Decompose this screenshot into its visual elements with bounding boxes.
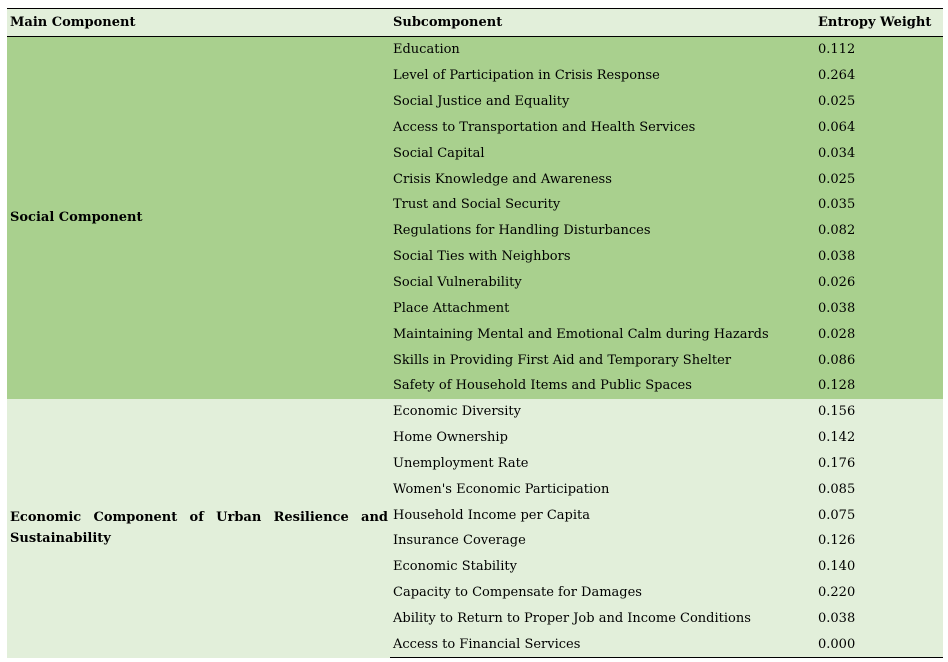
entropy-weight-cell: 0.038: [815, 244, 943, 270]
subcomponent-cell: Access to Financial Services: [390, 631, 815, 657]
entropy-weight-cell: 0.025: [815, 89, 943, 115]
subcomponent-cell: Capacity to Compensate for Damages: [390, 580, 815, 606]
entropy-weight-cell: 0.176: [815, 451, 943, 477]
entropy-weight-cell: 0.035: [815, 192, 943, 218]
subcomponent-cell: Crisis Knowledge and Awareness: [390, 166, 815, 192]
header-subcomponent: Subcomponent: [390, 9, 815, 37]
subcomponent-cell: Level of Participation in Crisis Response: [390, 63, 815, 89]
entropy-weight-table: [7, 8, 943, 658]
subcomponent-cell: Maintaining Mental and Emotional Calm during Hazards: [390, 321, 815, 347]
entropy-weight-cell: 0.064: [815, 115, 943, 141]
header-row: [7, 9, 943, 37]
subcomponent-cell: Women's Economic Participation: [390, 476, 815, 502]
entropy-weight-cell: 0.128: [815, 373, 943, 399]
entropy-weight-cell: 0.025: [815, 166, 943, 192]
subcomponent-cell: Household Income per Capita: [390, 502, 815, 528]
header-main-component: Main Component: [7, 9, 390, 37]
entropy-weight-cell: 0.028: [815, 321, 943, 347]
subcomponent-cell: Social Ties with Neighbors: [390, 244, 815, 270]
entropy-weight-cell: 0.082: [815, 218, 943, 244]
main-component-cell: Social Component: [7, 37, 390, 399]
entropy-weight-cell: 0.264: [815, 63, 943, 89]
table-body: [7, 37, 943, 658]
entropy-weight-cell: 0.026: [815, 270, 943, 296]
entropy-weight-cell: 0.156: [815, 399, 943, 425]
entropy-weight-cell: 0.142: [815, 425, 943, 451]
entropy-weight-cell: 0.085: [815, 476, 943, 502]
subcomponent-cell: Economic Diversity: [390, 399, 815, 425]
entropy-weight-cell: 0.038: [815, 295, 943, 321]
subcomponent-cell: Ability to Return to Proper Job and Income Conditions: [390, 606, 815, 632]
subcomponent-cell: Skills in Providing First Aid and Temporary Shelter: [390, 347, 815, 373]
entropy-weight-cell: 0.034: [815, 140, 943, 166]
entropy-weight-cell: 0.112: [815, 37, 943, 63]
entropy-weight-cell: 0.038: [815, 606, 943, 632]
subcomponent-cell: Unemployment Rate: [390, 451, 815, 477]
subcomponent-cell: Safety of Household Items and Public Spaces: [390, 373, 815, 399]
subcomponent-cell: Access to Transportation and Health Services: [390, 115, 815, 141]
entropy-weight-cell: 0.000: [815, 631, 943, 657]
subcomponent-cell: Place Attachment: [390, 295, 815, 321]
subcomponent-cell: Trust and Social Security: [390, 192, 815, 218]
subcomponent-cell: Regulations for Handling Disturbances: [390, 218, 815, 244]
entropy-weight-cell: 0.220: [815, 580, 943, 606]
subcomponent-cell: Social Justice and Equality: [390, 89, 815, 115]
entropy-weight-cell: 0.140: [815, 554, 943, 580]
main-component-cell: Economic Component of Urban Resilience and Sustainability: [7, 399, 390, 658]
subcomponent-cell: Insurance Coverage: [390, 528, 815, 554]
entropy-weight-cell: 0.126: [815, 528, 943, 554]
table-row: [7, 399, 943, 425]
subcomponent-cell: Social Capital: [390, 140, 815, 166]
header-entropy-weight: Entropy Weight: [815, 9, 943, 37]
entropy-weight-cell: 0.075: [815, 502, 943, 528]
subcomponent-cell: Home Ownership: [390, 425, 815, 451]
subcomponent-cell: Economic Stability: [390, 554, 815, 580]
subcomponent-cell: Social Vulnerability: [390, 270, 815, 296]
entropy-weight-cell: 0.086: [815, 347, 943, 373]
table-row: [7, 37, 943, 63]
subcomponent-cell: Education: [390, 37, 815, 63]
